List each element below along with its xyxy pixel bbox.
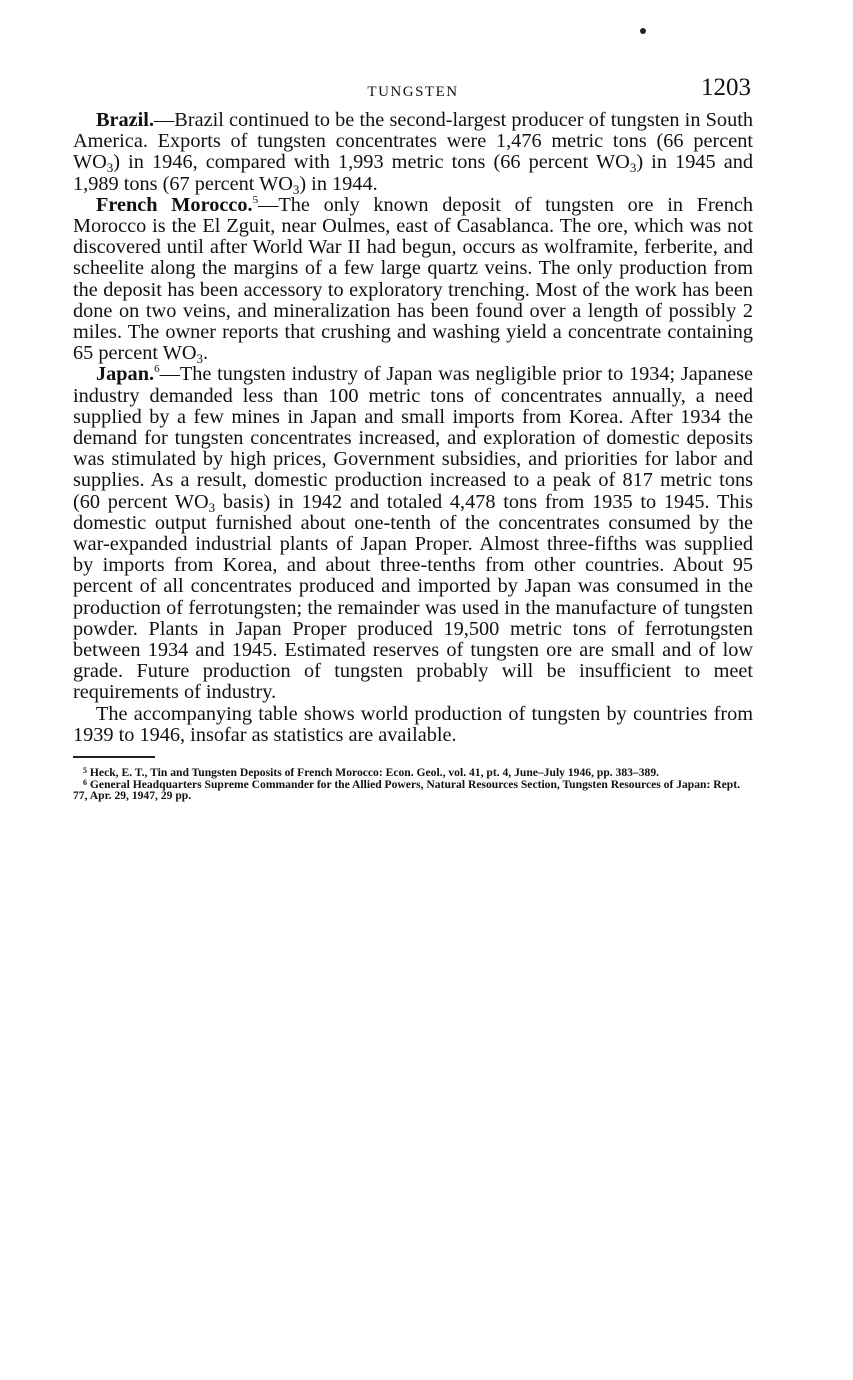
paragraph-heading: French Morocco. [96, 193, 253, 216]
page-header [73, 70, 753, 110]
chemical-subscript: 3 [196, 351, 204, 367]
footnote-rule [73, 756, 155, 758]
footnote-6 [73, 779, 753, 802]
chemical-subscript: 3 [208, 499, 216, 515]
paragraph-text: . [203, 342, 209, 365]
chemical-subscript: 3 [106, 160, 114, 176]
paragraph-text: ) in 1944. [299, 172, 378, 195]
footnote-reference: 6 [154, 363, 160, 376]
paragraph-text: —Brazil continued to be the second-largest producer of tungsten in South America. Exports of tungsten concentrates were 1,476 metric tons (66 percent WO [73, 109, 753, 174]
body-text [73, 110, 753, 746]
document-page [73, 70, 753, 802]
page-number: 1203 [701, 74, 751, 101]
paragraph-text: The accompanying table shows world production of tungsten by countries from 1939 to 1946, insofar as statistics are available. [73, 702, 753, 746]
paragraph-text: ) in 1946, compared with 1,993 metric tons (66 percent WO [113, 151, 630, 174]
paragraph-text: —The only known deposit of tungsten ore in French Morocco is the El Zguit, near Oulmes, east of Casablanca. The ore, which was not discovered until after World War II had begun, occurs as wolframite, ferberite, and scheelite along the margins of a few large quartz veins. The only production from the deposit has been accessory to exploratory trenching. Most of the work has been done on two veins, and mineralization has been found over a length of possibly 2 miles. The owner reports that crushing and washing yield a concentrate containing 65 percent WO [73, 193, 753, 365]
footnote-mark: 6 [83, 777, 87, 787]
footnote-text: General Headquarters Supreme Commander for the Allied Powers, Natural Resources Section, Tungsten Resources of Japan: Rept. 77, Apr. 29, 1947, 29 pp. [73, 777, 740, 803]
footnote-mark: 5 [83, 766, 87, 776]
paragraph-table-intro [73, 704, 753, 746]
paragraph-heading: Japan. [96, 363, 155, 386]
scan-speck [640, 28, 646, 34]
paragraph-text: ) in 1945 and 1,989 tons (67 percent WO [73, 151, 753, 195]
footnote-reference: 5 [252, 193, 259, 206]
paragraph-text: —The tungsten industry of Japan was negligible prior to 1934; Japanese industry demanded less than 100 metric tons of concentrates annually, a need supplied by a few mines in Japan and small imports from Korea. After 1934 the demand for tungsten concentrates increased, and exploration of domestic deposits was stimulated by high prices, Government subsidies, and priorities for labor and supplies. As a result, domestic production increased to a peak of 817 metric tons (60 percent WO [73, 363, 753, 513]
paragraph-heading: Brazil. [96, 109, 155, 131]
paragraph-japan [73, 364, 753, 703]
footnote-text: Heck, E. T., Tin and Tungsten Deposits of French Morocco: Econ. Geol., vol. 41, pt. 4, June–July 1946, pp. 383–389. [89, 766, 660, 780]
footnotes [73, 767, 753, 802]
chemical-subscript: 3 [629, 160, 637, 176]
paragraph-text: basis) in 1942 and totaled 4,478 tons from 1935 to 1945. This domestic output furnished about one-tenth of the concentrates consumed by the war-expanded industrial plants of Japan Proper. Almost three-fifths was supplied by imports from Korea, and about three-tenths from other countries. About 95 percent of all concentrates produced and imported by Japan was consumed in the production of ferrotungsten; the remainder was used in the manufacture of tungsten powder. Plants in Japan Proper produced 19,500 metric tons of ferrotungsten between 1934 and 1945. Estimated reserves of tungsten ore are small and of low grade. Future production of tungsten probably will be insufficient to meet requirements of industry. [73, 490, 753, 704]
chemical-subscript: 3 [292, 181, 300, 197]
running-title: TUNGSTEN [367, 84, 459, 100]
paragraph-french-morocco [73, 195, 753, 365]
paragraph-brazil [73, 110, 753, 195]
